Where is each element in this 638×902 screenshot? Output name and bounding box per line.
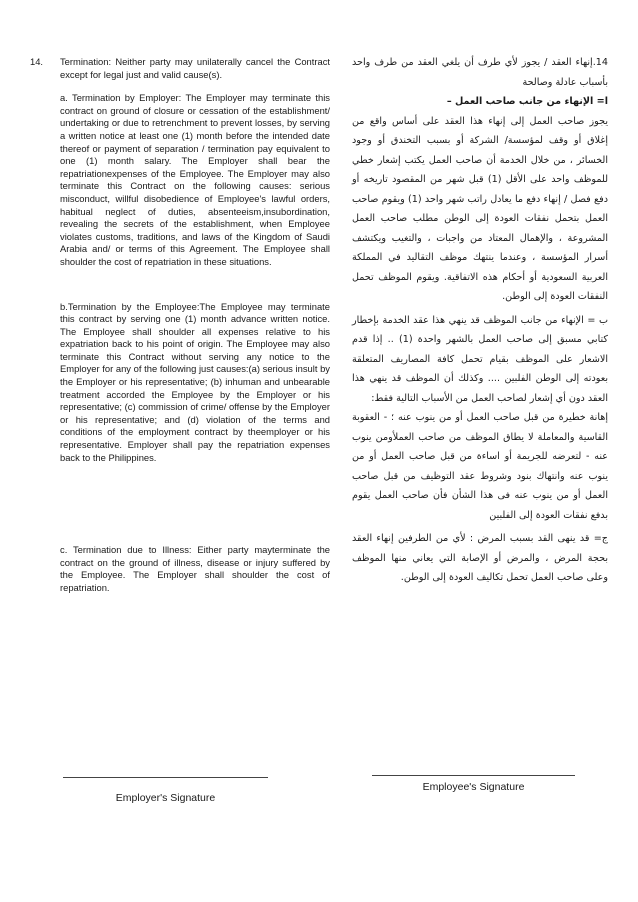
- employee-signature-label: Employee's Signature: [422, 781, 525, 793]
- arabic-employee-causes-list: إهانة خطيرة من قبل صاحب العمل أو من ينوب عنه ؛ - العقوبة القاسية والمعاملة لا يطاق الموظف من صاحب العملأومن ينوب عنه - لتعرضه للجريمة أو اساءة من قبل صاحب العمل أو من ينوب عنه وانتهاك بنود وشروط عقد التوظيف من قبل صاحب العمل أو من ينوب عنه فى هذا الشأن فأن صاحب العمل يقوم بدفع نفقات العودة إلى الفلبين: [352, 412, 608, 521]
- employer-signature-line[interactable]: [63, 777, 268, 778]
- arabic-sub-a-title: ا= الإنهاء من جانب صاحب العمل –: [446, 96, 608, 107]
- clause-14-heading: [30, 56, 330, 81]
- clause-number: 14.: [30, 56, 44, 67]
- arabic-termination-due-to-illness: ج= قد ينهى القد بسبب المرض : لأي من الطرفين إنهاء العقد بحجة المرض ، والمرض أو الإصابة التي يعاني منها الموظف وعلى صاحب العمل تحمل تكاليف العودة إلى الوطن.: [352, 533, 608, 583]
- arabic-column: [352, 53, 608, 588]
- employer-signature-label: Employer's Signature: [115, 792, 216, 804]
- termination-due-to-illness-paragraph: c. Termination due to Illness: Either party mayterminate the contract on the ground of illness, disease or injury suffered by the Employee. The Employer shall shoulder the cost of repatriation.: [60, 544, 330, 593]
- arabic-clause-14: 14.إنهاء العقد / يجوز لأي طرف أن يلغي العقد من طرف واحد بأسباب عادلة وصالحة: [352, 57, 608, 88]
- employer-signature-block: [63, 777, 268, 804]
- arabic-termination-by-employer: يجوز صاحب العمل إلى إنهاء هذا العقد على أساس واقع من إغلاق أو وقف لمؤسسة/ الشركة أو بسبب التخندق أو وجود الخسائر ، من خلال الخدمة أن صاحب العمل يكتب إشعار خطي للموظف واحد على الأقل (1) قبل شهر من المقصود تاريخه أو دفع فصل / إنهاء دفع ما يعادل راتب شهر واحد (1) ويقوم صاحب العمل بتحمل نفقات العودة إلى الوطن مطلب صاحب العمل المشروعة ، والإهمال المعتاد من واجبات ، والتغيب ويكتشف أسرار المؤسسة ، وعندما ينتهك موظف التقاليد في المملكة العربية السعودية أو أحكام هذه الاتفاقية. ويقوم الموظف تحمل النفقات العودة إلى الوطن.: [352, 115, 608, 302]
- termination-by-employer-paragraph: a. Termination by Employer: The Employer may terminate this contract on ground of closure or cessation of the establishment/ undertaking or due to retrenchment to prevent losses, by serving a written notice at least one (1) month before the intended date thereof or payment of separation / termination pay equivalent to one (1) month salary. The Employer shall bear the repatriationexpenses of the Employee. The Employer may also terminate this Contract on the following causes: serious misconduct, willful disobedience of Employee's lawful orders, habitual neglect of duties, absenteeism,insubordination, revealing the secrets of the establishment, when Employee violates customs, traditions, and laws of the Kingdom of Saudi Arabia and/ or terms of this Agreement. The Employee shall shoulder the cost of repatriation in these situations.: [60, 92, 330, 267]
- employee-signature-line[interactable]: [372, 775, 575, 776]
- termination-by-employee-paragraph: b.Termination by the Employee:The Employee may terminate this contract by serving one (1) month advance written notice. The Employee shall shoulder all expenses relative to his expatriation back to his point of origin. The Employee may also terminate this Contract without serving any notice to the Employer for any of the following just causes:(a) serious insult by the Employer or his representative; (b) inhuman and unbearable treatment accorded the Employee by the Employer or his representative; (c) commission of crime/ offense by the Employer or his representative; and (d) violation of the terms and conditions of the employment contract by theemployer or his representative. Employer shall pay the repatriation expenses back to the Philippines.: [60, 300, 330, 463]
- employee-signature-block: [372, 775, 575, 793]
- arabic-termination-by-employee: ب = الإنهاء من جانب الموظف قد ينهي هذا عقد الخدمة بإخطار كتابي مسبق إلى صاحب العمل بالشهر واحدة (1) .. إذا قدم الاشعار على الموظف بقيام تحمل كافة المصاريف المتعلقة بعودته إلى الوطن الفلبين .... وكذلك أن الموظف قد ينهي هذا العقد دون أي إشعار لصاحب العمل من الأسباب التالية فقط:: [352, 314, 608, 404]
- clause-14-text: Termination: Neither party may unilaterally cancel the Contract except for legal just and valid cause(s).: [60, 56, 330, 80]
- english-column: [30, 56, 330, 595]
